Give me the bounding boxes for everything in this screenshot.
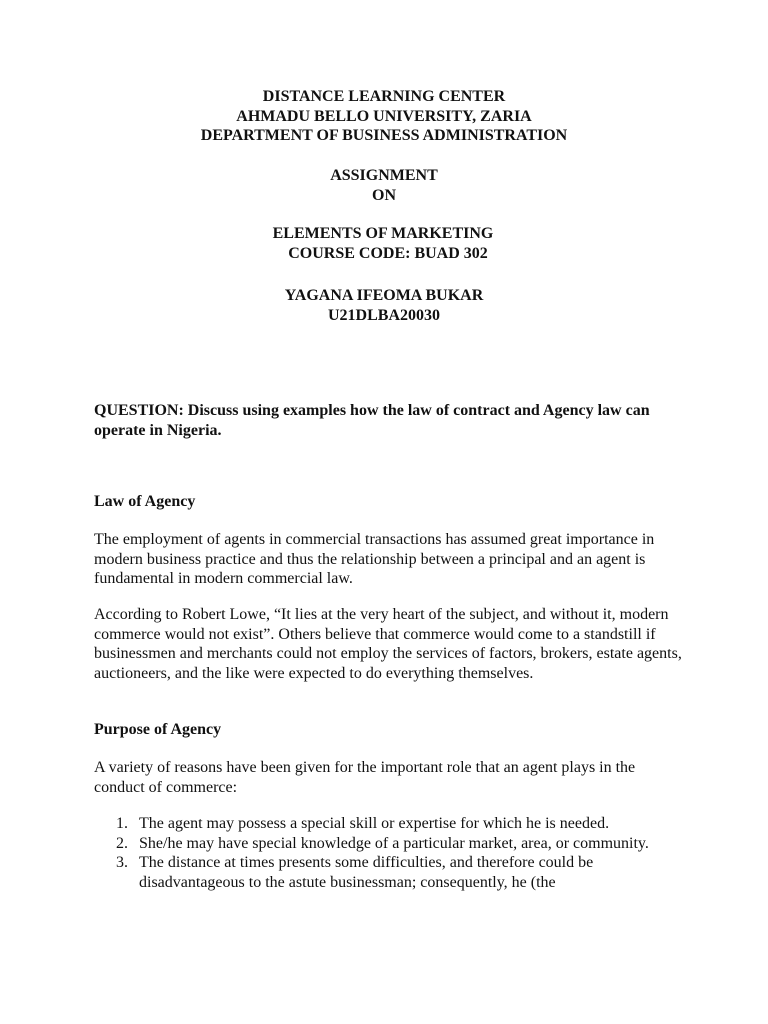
list-item-number: 2. <box>116 834 128 852</box>
list-item <box>94 853 684 892</box>
purpose-of-agency-intro: A variety of reasons have been given for the important role that an agent plays in the conduct of commerce: <box>94 759 636 796</box>
list-item-number: 3. <box>116 854 128 872</box>
law-of-agency-paragraph-2: According to Robert Lowe, “It lies at the very heart of the subject, and without it, modern commerce would not exist”. Others believe that commerce would come to a standstill if businessmen and merchants could not employ the services of factors, brokers, estate agents, auctioneers, and the like were expected to do everything themselves. <box>94 606 682 682</box>
student-name: YAGANA IFEOMA BUKAR <box>284 287 484 304</box>
law-of-agency-paragraph-1: The employment of agents in commercial transactions has assumed great importance in modern business practice and thus the relationship between a principal and an agent is fundamental in modern commercial law. <box>94 531 655 588</box>
header-line-university: AHMADU BELLO UNIVERSITY, ZARIA <box>236 108 532 125</box>
header-line-center: DISTANCE LEARNING CENTER <box>262 88 506 105</box>
purpose-of-agency-heading: Purpose of Agency <box>94 721 222 738</box>
purpose-list <box>94 814 684 892</box>
question-text: QUESTION: Discuss using examples how the law of contract and Agency law can operate in Nigeria. <box>94 402 650 439</box>
list-item-text: The agent may possess a special skill or expertise for which he is needed. <box>139 815 610 832</box>
list-item-text: The distance at times presents some difficulties, and therefore could be disadvantageous to the astute businessman; consequently, he (the <box>139 854 594 891</box>
list-item <box>94 834 684 854</box>
assignment-on: ON <box>372 187 396 204</box>
course-code: COURSE CODE: BUAD 302 <box>288 245 488 262</box>
header-line-department: DEPARTMENT OF BUSINESS ADMINISTRATION <box>200 127 568 144</box>
list-item <box>94 814 684 834</box>
list-item-text: She/he may have special knowledge of a particular market, area, or community. <box>139 834 649 852</box>
list-item-number: 1. <box>116 815 128 832</box>
assignment-label: ASSIGNMENT <box>330 167 438 184</box>
student-id: U21DLBA20030 <box>327 307 440 324</box>
law-of-agency-heading: Law of Agency <box>94 493 196 510</box>
course-title: ELEMENTS OF MARKETING <box>272 225 494 242</box>
